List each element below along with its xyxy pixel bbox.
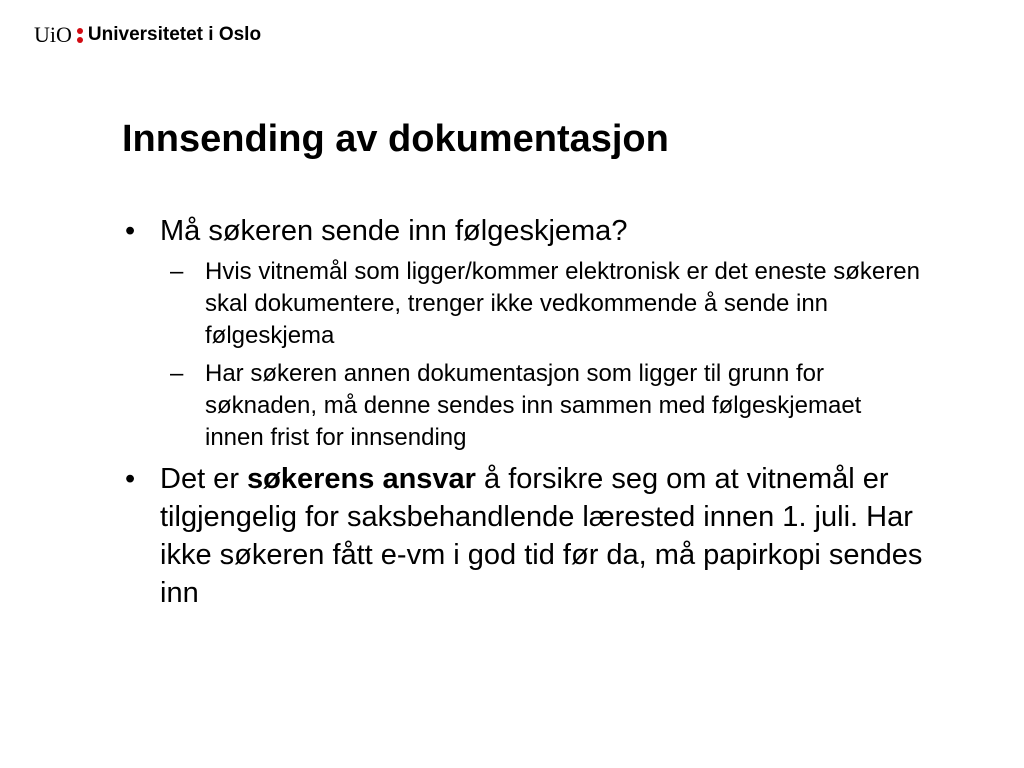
sub-bullet-item [170, 358, 972, 454]
bullet-text: Må søkeren sende inn følgeskjema? [160, 215, 628, 247]
bullet-item [122, 460, 972, 612]
bullet-marker: • [125, 463, 136, 495]
sub-bullet-marker: – [170, 258, 184, 285]
bullet-text-after: å forsikre seg om at vitnemål er tilgjengelig for saksbehandlende lærested innen 1. juli. Har ikke søkeren fått e-vm i god tid før da, må papirkopi sendes inn [160, 463, 923, 609]
slide-title: Innsending av dokumentasjon [122, 118, 669, 160]
slide-content [122, 212, 972, 618]
logo-dot-bottom [77, 37, 83, 43]
bullet-text [160, 460, 960, 612]
bullet-text-emphasis: søkerens ansvar [247, 463, 476, 495]
logo-short: UiO [34, 22, 72, 47]
bullet-item [122, 212, 972, 250]
sub-bullet-text: Hvis vitnemål som ligger/kommer elektronisk er det eneste søkeren skal dokumentere, trenger ikke vedkommende å sende inn følgeskjema [205, 258, 920, 349]
sub-bullet-item [170, 256, 972, 352]
logo-name: Universitetet i Oslo [87, 24, 262, 45]
logo-mark-icon [77, 28, 83, 43]
sub-bullet-marker: – [170, 360, 184, 387]
bullet-marker: • [125, 215, 136, 247]
logo-dot-top [77, 28, 83, 34]
bullet-text-before: Det er [160, 463, 248, 495]
uio-logo [34, 20, 261, 50]
sub-bullet-text: Har søkeren annen dokumentasjon som ligger til grunn for søknaden, må denne sendes inn sammen med følgeskjemaet innen frist for innsending [205, 360, 862, 451]
